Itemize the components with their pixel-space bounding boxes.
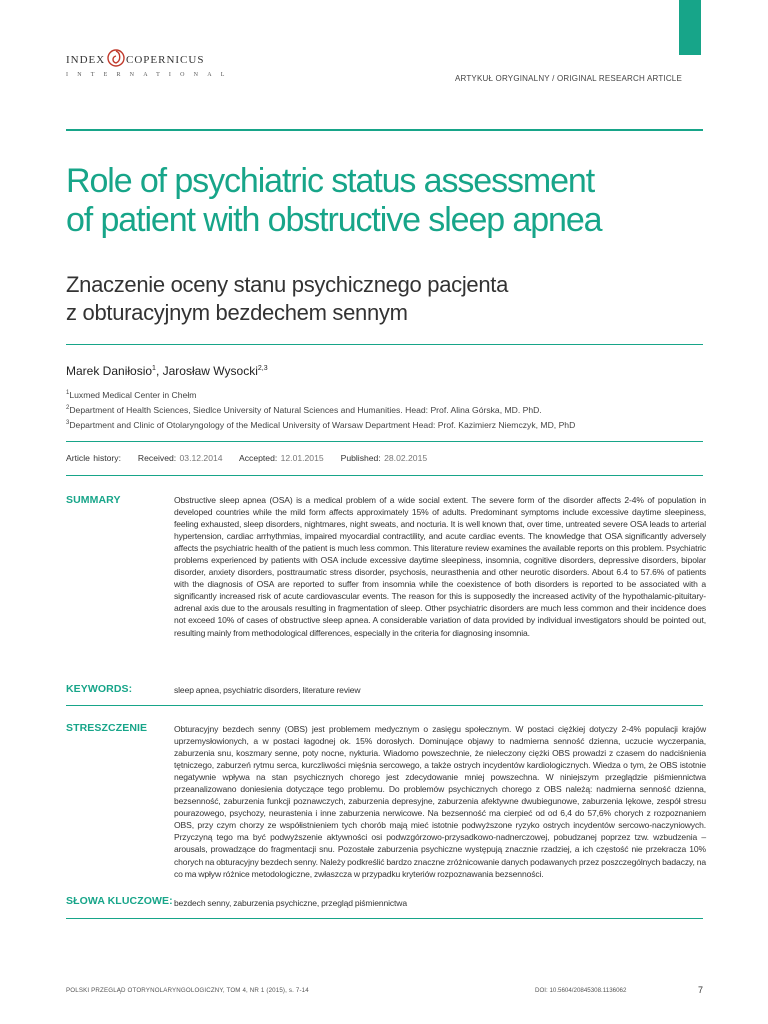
title-polish-line-2: z obturacyjnym bezdechem sennym (66, 300, 408, 325)
keywords-divider (66, 705, 703, 706)
streszczenie-text: Obturacyjny bezdech senny (OBS) jest problemem medycznym o zasięgu społecznym. W postaci ciężkiej dotyczy 2-4% populacji krajów uprzemysłowionych, a w postaci łagodnej ok. 15% dorosłych. Dominujące objawy to nadmierna senność dzienna, uczucie wyczerpania, zaburzenia snu, koszmary senne, poty nocne, nykturia. Wiadomo powszechnie, że nieleczony ciężki OBS prowadzi z czasem do nadciśnienia tętniczego, zaburzeń rytmu serca, kurczliwości mięśnia sercowego, a także ostrych incydentów kardiologicznych. Wiedza o tym, że OBS istotnie negatywnie wpływa na stan psychicznych chorego jest zdecydowanie mniej powszechna. W niniejszym przeglądzie piśmiennictwa przeanalizowano doniesienia dotyczące tego problemu. Do problemów psychicznych chorego z OBS należą: nadmierna senność dzienna, bezsenność, zaburzenia funkcji poznawczych, zaburzenia depresyjne, zaburzenia afektywne dwubiegunowe, zaburzenia lękowe, zespół stresu pourazowego, psychozy, neurastenia i inne zaburzenia nerwicowe. Na bezsenność ma cierpieć od od 6,4 do 57,6% chorych z rozpoznaniem OBS, przy czym chorzy ze współistnieniem tych chorób mają mieć istotnie podwyższone ryzyko ostrych incydentów sercowo-naczyniowych. Przyczyną tego ma być podwyższenie aktywności osi podwzgórzowo-przysadkowo-nadnerczowej, pobudzanej poprzez tzw. wzbudzenia – arousals, prowadzące do fragmentacji snu. Pozostałe zaburzenia psychiczne występują znacznie rzadziej, a ich częstość nie przekracza 10% chorych na obturacyjny bezdech senny. Należy podkreślić bardzo znaczne zróżnicowanie danych podawanych przez poszczególnych badaczy, na co ma wpływ różnice metodologiczne, zwłaszcza w przypadku kryteriów rozpoznawania bezsenności. (174, 724, 706, 879)
title-polish (66, 271, 686, 327)
affiliation-3-number: 3 (66, 420, 70, 427)
accepted-date: 12.01.2015 (280, 453, 324, 463)
article-type: ARTYKUŁ ORYGINALNY / ORIGINAL RESEARCH ARTICLE (454, 74, 682, 83)
affiliation-3-text: Department and Clinic of Otolaryngology of the Medical University of Warsaw Department Head: Prof. Kazimierz Niemczyk, MD, PhD (69, 420, 576, 430)
keywords-text: sleep apnea, psychiatric disorders, literature review (174, 685, 361, 695)
published-date: 28.02.2015 (384, 453, 428, 463)
slowa-kluczowe-label: SŁOWA KLUCZOWE: (66, 895, 173, 907)
received-date: 03.12.2014 (179, 453, 223, 463)
index-copernicus-logo (66, 48, 234, 78)
affiliation-divider (66, 441, 703, 442)
article-history (66, 453, 427, 463)
affiliation-1-text: Luxmed Medical Center in Chełm (69, 390, 197, 400)
page-number: 7 (698, 985, 704, 995)
abstract-divider (66, 918, 703, 919)
author-2-affiliation: 2,3 (257, 365, 268, 372)
logo-subtitle: INTERNATIONAL (66, 72, 234, 78)
title-polish-line-1: Znaczenie oceny stanu psychicznego pacjenta (66, 272, 509, 297)
author-1-affiliation: 1 (152, 365, 156, 372)
title-english-line-2: of patient with obstructive sleep apnea (66, 201, 602, 239)
author-separator: , (155, 364, 163, 378)
footer-journal-citation: POLSKI PRZEGLĄD OTORYNOLARYNGOLOGICZNY, TOM 4, NR 1 (2015), s. 7-14 (66, 987, 309, 994)
summary-text: Obstructive sleep apnea (OSA) is a medical problem of a wide social extent. The severe form of the disorder affects 2-4% of population in developed countries while the mild form affects approximately 15% of adults. Predominant symptoms include excessive daytime sleepiness, feeling exhausted, sleep disorders, nightmares, night sweats, and nocturia. It is well known that, over time, untreated severe OSA leads to arterial hypertension, cardiac arrhythmias, impaired myocardial contractility, and acute cardiac events. The knowledge that OSA significantly adversely affects the psychiatric health of the patient is much less common. This literature review examines the available reports on this problem. Psychiatric problems experienced by patients with OSA include excessive daytime sleepiness, insomnia, cognitive disorders, depressive disorders, bipolar disorder, anxiety disorders, posttraumatic stress disorder, psychosis, neurasthenia and other neurotic disorders. About 6.4 to 57.6% of patients with the diagnosis of OSA are reported to suffer from insomnia while the coexistence of both disorders is reported to be associated with a significantly increased risk of acute cardiovascular events. The reason for this is supposedly the increased activity of the hypothalamic-pituitary-adrenal axis due to the arousals resulting in fragmentation of sleep. Other psychiatric disorders are much less common and their incidence does not exceed 10% of cases of obstructive sleep apnea. A considerable variation of data provided by individual investigators should be pointed out, resulting mainly from methodological differences, especially in the criteria for diagnosing insomnia. (174, 495, 706, 638)
streszczenie-label: STRESZCZENIE (66, 722, 148, 734)
title-english-line-1: Role of psychiatric status assessment (66, 162, 595, 200)
affiliation-2-text: Department of Health Sciences, Siedlce University of Natural Sciences and Humanities. Head: Prof. Alina Górska, MD. PhD. (69, 405, 542, 415)
affiliation-1-number: 1 (66, 390, 70, 397)
accepted-label: Accepted: (239, 453, 278, 463)
slowa-kluczowe-text: bezdech senny, zaburzenia psychiczne, przegląd piśmiennictwa (174, 898, 407, 908)
author-2: Jarosław Wysocki (162, 364, 258, 378)
title-divider (66, 344, 703, 345)
affiliation-1 (66, 390, 196, 400)
received-label: Received: (137, 453, 177, 463)
logo-swirl-icon (106, 48, 126, 68)
affiliation-3 (66, 420, 575, 430)
title-english (66, 162, 686, 240)
keywords-label: KEYWORDS: (66, 683, 133, 695)
logo-text-right: COPERNICUS (126, 54, 205, 66)
header-divider (66, 129, 703, 131)
published-label: Published: (340, 453, 381, 463)
corner-accent-bar (679, 0, 701, 55)
affiliation-2-number: 2 (66, 405, 70, 412)
logo-text-left: INDEX (66, 54, 106, 66)
summary-label: SUMMARY (66, 494, 121, 506)
footer-doi: DOI: 10.5604/20845308.1136062 (535, 987, 627, 994)
author-list (66, 364, 268, 378)
affiliation-2 (66, 405, 542, 415)
author-1: Marek Daniłosio (66, 364, 153, 378)
history-divider (66, 475, 703, 476)
history-label: Article history: (66, 453, 121, 463)
